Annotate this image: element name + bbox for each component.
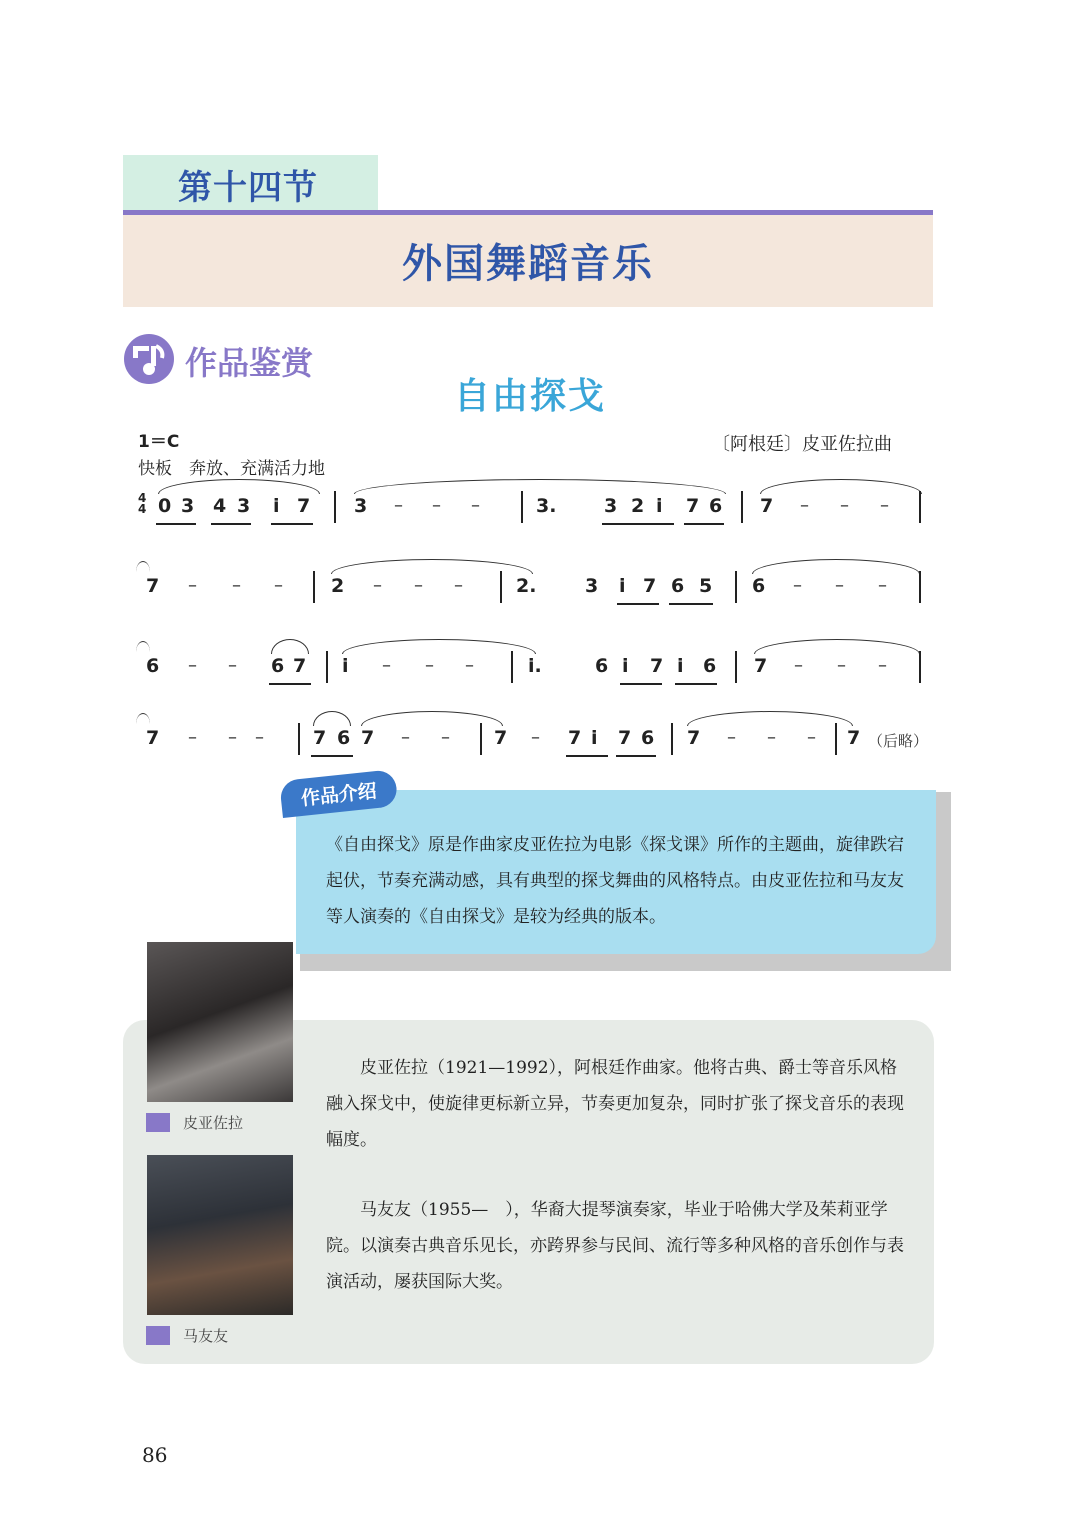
- page-number: 86: [142, 1443, 168, 1467]
- yo-yo-ma-photo: [147, 1155, 293, 1315]
- intro-text: 《自由探戈》原是作曲家皮亚佐拉为电影《探戈课》所作的主题曲，旋律跌宕起伏，节奏充满动感，具有典型的探戈舞曲的风格特点。由皮亚佐拉和马友友等人演奏的《自由探戈》是较为经典的版本。: [326, 835, 904, 927]
- photo-caption-yo-yo-ma: 马友友: [183, 1327, 229, 1345]
- score-row-3: 6 – – 6 7 i – – – i. 6 i 7 i 6 7 – – –: [138, 643, 924, 703]
- time-signature: 4 4: [138, 491, 147, 516]
- tempo-marking: 快板 奔放、充满活力地: [138, 459, 325, 479]
- section-number: 第十四节: [178, 168, 318, 208]
- score-row-2: 7 – – – 2 – – – 2. 3 i 7 6 5 6 – – –: [138, 563, 924, 623]
- caption-marker: [146, 1326, 170, 1345]
- key-signature: 1＝C: [138, 432, 180, 452]
- song-title: 自由探戈: [453, 376, 606, 417]
- photo-caption-piazzolla: 皮亚佐拉: [183, 1114, 244, 1132]
- caption-marker: [146, 1113, 170, 1132]
- score-row-4: 7 – – – 7 6 7 – – 7 – 7 i 7 6 7 – – – 7 （后略）: [138, 715, 924, 775]
- piazzolla-photo: [147, 942, 293, 1102]
- ending-note: （后略）: [868, 732, 929, 750]
- bio-piazzolla: 皮亚佐拉（1921—1992），阿根廷作曲家。他将古典、爵士等音乐风格融入探戈中，使旋律更标新立异，节奏更加复杂，同时扩张了探戈音乐的表现幅度。: [326, 1058, 904, 1150]
- composer-credit: 〔阿根廷〕皮亚佐拉曲: [712, 434, 892, 455]
- bio-yo-yo-ma: 马友友（1955— ），华裔大提琴演奏家，毕业于哈佛大学及茱莉亚学院。以演奏古典音乐见长，亦跨界参与民间、流行等多种风格的音乐创作与表演活动，屡获国际大奖。: [326, 1200, 904, 1292]
- page-title: 外国舞蹈音乐: [402, 241, 654, 287]
- score-row-1: 4 4 0 3 4 3 i 7 3 – – – 3. 3 2 i 7 6 7 – – –: [138, 483, 924, 543]
- intro-tab: 作品介绍: [279, 769, 398, 818]
- appreciation-heading: 作品鉴赏: [185, 344, 314, 382]
